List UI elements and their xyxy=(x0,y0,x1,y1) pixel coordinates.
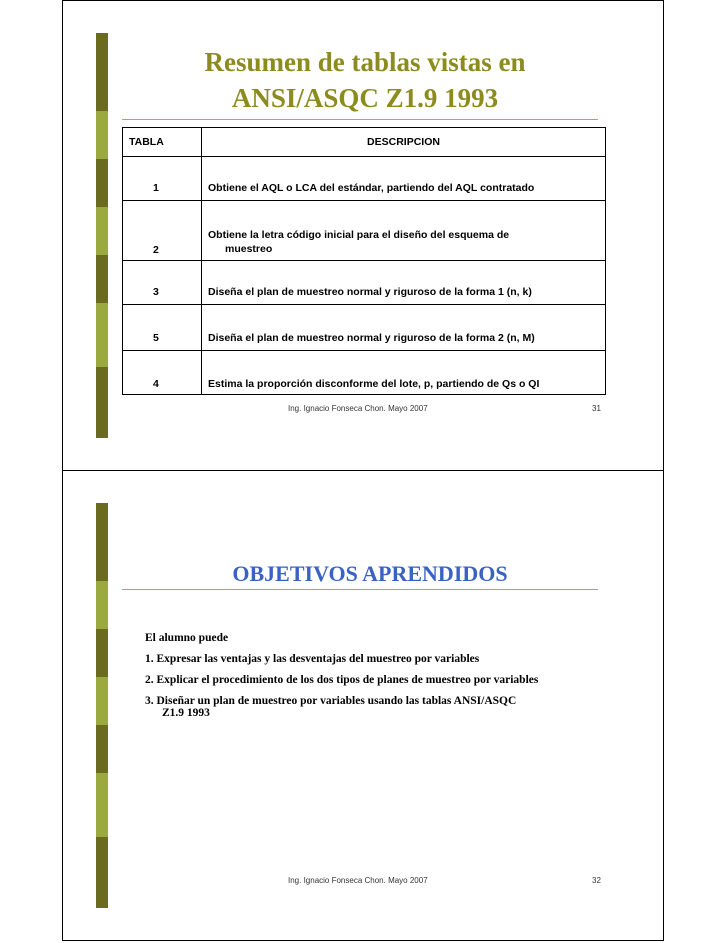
footer-author: Ing. Ignacio Fonseca Chon. Mayo 2007 xyxy=(288,404,428,413)
summary-table xyxy=(122,127,606,395)
list-item xyxy=(145,674,538,686)
item-number: 1. xyxy=(145,653,154,665)
table-row xyxy=(123,201,606,261)
row-description-line1: Obtiene la letra código inicial para el diseño del esquema de xyxy=(208,229,510,241)
row-description: Obtiene el AQL o LCA del estándar, partiendo del AQL contratado xyxy=(202,157,606,201)
title-underline xyxy=(122,589,598,590)
slide-divider xyxy=(62,470,664,471)
item-number: 3. xyxy=(145,695,154,707)
objectives-list xyxy=(145,632,538,728)
item-text-line2: Z1.9 1993 xyxy=(162,707,210,719)
row-number: 2 xyxy=(123,201,202,261)
header-tabla: TABLA xyxy=(123,128,202,157)
table-header-row xyxy=(123,128,606,157)
row-description: Diseña el plan de muestreo normal y riguroso de la forma 2 (n, M) xyxy=(202,305,606,351)
decorative-side-bar xyxy=(96,503,108,908)
slide-title xyxy=(150,44,580,116)
title-underline xyxy=(122,119,598,120)
row-number: 3 xyxy=(123,261,202,305)
page-number: 32 xyxy=(592,876,601,885)
item-text: Diseñar un plan de muestreo por variables usando las tablas ANSI/ASQC xyxy=(156,695,517,707)
table-row xyxy=(123,351,606,395)
header-descripcion: DESCRIPCION xyxy=(202,128,606,157)
table-row xyxy=(123,305,606,351)
row-number: 1 xyxy=(123,157,202,201)
row-description-line2: muestreo xyxy=(225,243,273,255)
decorative-side-bar xyxy=(96,33,108,438)
table-row xyxy=(123,261,606,305)
page-number: 31 xyxy=(592,404,601,413)
item-text: Expresar las ventajas y las desventajas del muestreo por variables xyxy=(156,653,480,665)
title-line-1: Resumen de tablas vistas en xyxy=(204,47,526,77)
list-item xyxy=(145,653,538,665)
slide-title-objetivos: OBJETIVOS APRENDIDOS xyxy=(232,561,508,586)
title-line-2: ANSI/ASQC Z1.9 1993 xyxy=(231,83,499,113)
item-number: 2. xyxy=(145,674,154,686)
footer-author: Ing. Ignacio Fonseca Chon. Mayo 2007 xyxy=(288,876,428,885)
item-text: Explicar el procedimiento de los dos tipos de planes de muestreo por variables xyxy=(156,674,539,686)
row-description xyxy=(202,201,606,261)
table-row xyxy=(123,157,606,201)
row-description: Diseña el plan de muestreo normal y riguroso de la forma 1 (n, k) xyxy=(202,261,606,305)
list-item xyxy=(145,695,538,719)
objectives-intro: El alumno puede xyxy=(145,632,229,644)
row-description: Estima la proporción disconforme del lote, p, partiendo de Qs o QI xyxy=(202,351,606,395)
row-number: 5 xyxy=(123,305,202,351)
row-number: 4 xyxy=(123,351,202,395)
